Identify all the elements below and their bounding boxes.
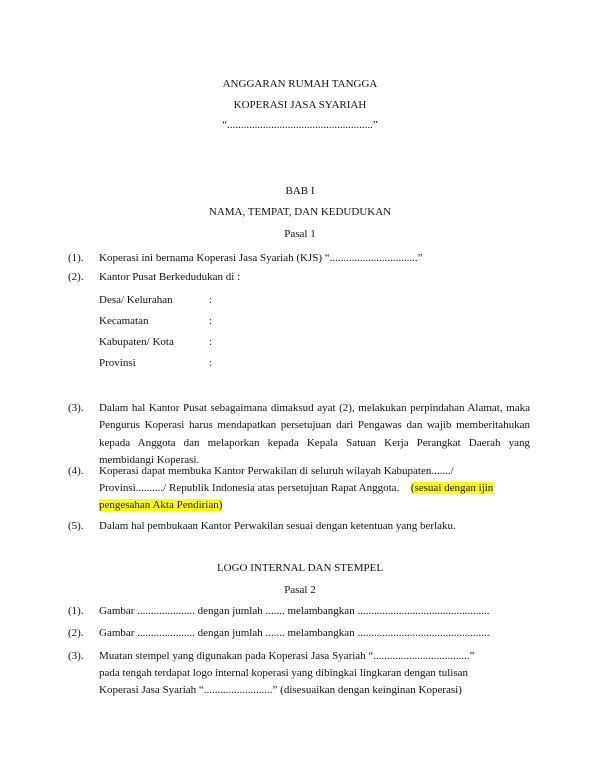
item-number: (1).	[68, 252, 84, 264]
item-text-line	[99, 482, 493, 494]
field-label-desa: Desa/ Kelurahan	[99, 294, 173, 306]
item-text: Kantor Pusat Berkedudukan di :	[99, 271, 241, 283]
item-text-line: Muatan stempel yang digunakan pada Koperasi Jasa Syariah “...................................”	[99, 650, 475, 662]
item-number: (4).	[68, 465, 84, 477]
highlighted-note: (sesuai dengan ijin	[410, 482, 494, 494]
item-number: (1).	[68, 605, 84, 617]
field-label-kecamatan: Kecamatan	[99, 315, 149, 327]
chapter-heading: BAB I	[285, 185, 315, 197]
field-colon: :	[209, 294, 213, 306]
item-text-line	[99, 499, 222, 511]
field-label-kabupaten: Kabupaten/ Kota	[99, 336, 174, 348]
section-heading: LOGO INTERNAL DAN STEMPEL	[216, 562, 384, 574]
item-number: (2).	[68, 627, 84, 639]
field-label-provinsi: Provinsi	[99, 357, 136, 369]
article-heading: Pasal 2	[284, 584, 316, 596]
highlighted-note: pengesahan Akta Pendirian)	[99, 499, 223, 511]
item-number: (5).	[68, 520, 84, 532]
doc-subtitle: KOPERASI JASA SYARIAH	[233, 99, 367, 111]
article-heading: Pasal 1	[284, 228, 316, 240]
item-number: (3).	[68, 402, 84, 414]
item-number: (3).	[68, 650, 84, 662]
doc-title: ANGGARAN RUMAH TANGGA	[222, 78, 378, 90]
field-colon: :	[209, 357, 213, 369]
item-text: Gambar ..................... dengan jumlah ....... melambangkan ................................................	[99, 627, 490, 639]
field-colon: :	[209, 315, 213, 327]
item-text: Provinsi........../ Republik Indonesia atas persetujuan Rapat Anggota.	[99, 482, 400, 494]
cooperative-name-placeholder: “.....................................................”	[222, 119, 378, 131]
item-number: (2).	[68, 271, 84, 283]
field-colon: :	[209, 336, 213, 348]
item-text-line: pada tengah terdapat logo internal koperasi yang dibingkai lingkaran dengan tulisan	[99, 667, 468, 679]
item-text: Koperasi ini bernama Koperasi Jasa Syariah (KJS) “................................”	[99, 252, 423, 264]
item-text: Gambar ..................... dengan jumlah ....... melambangkan ................................................	[99, 605, 490, 617]
item-text-line: Koperasi dapat membuka Kantor Perwakilan di seluruh wilayah Kabupaten......./	[99, 465, 454, 477]
item-paragraph: Dalam hal Kantor Pusat sebagaimana dimaksud ayat (2), melakukan perpindahan Alamat, maka Pengurus Koperasi harus mendapatkan persetujuan dari Pengawas dan wajib memberitahukan kepada Anggota dan melaporkan kepada Kepala Satuan Kerja Perangkat Daerah yang membidangi Koperasi.	[99, 402, 530, 466]
chapter-subheading: NAMA, TEMPAT, DAN KEDUDUKAN	[208, 206, 392, 218]
item-text-line: Koperasi Jasa Syariah “.........................” (disesuaikan dengan keinginan Koperasi)	[99, 684, 462, 696]
item-text: Dalam hal pembukaan Kantor Perwakilan sesuai dengan ketentuan yang berlaku.	[99, 520, 456, 532]
